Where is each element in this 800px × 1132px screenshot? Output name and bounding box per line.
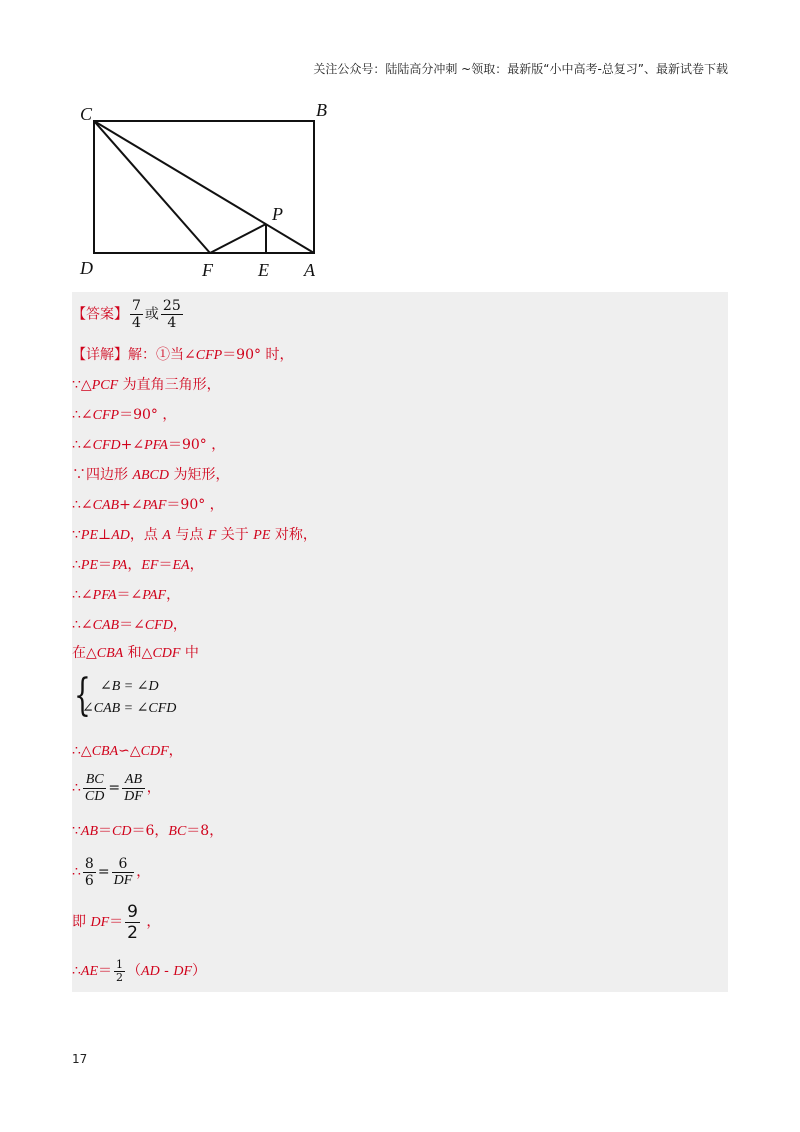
step-9: ∴∠PFA＝∠PAF，	[72, 587, 181, 603]
step-5: ∵四边形 ABCD 为矩形，	[72, 467, 230, 483]
step-10: ∴∠CAB＝∠CFD，	[72, 617, 187, 633]
fraction-9-2: $\frac{9}{2}$	[127, 901, 138, 943]
fraction-8-6: $\frac{8}{6}$	[84, 855, 94, 889]
system-row-2: ∠CAB = ∠CFD	[82, 701, 177, 716]
fraction-1-2: $\frac{1}{2}$	[116, 957, 124, 984]
label-e: E	[258, 260, 269, 280]
step-7: ∵PE⊥AD，点 A 与点 F 关于 PE 对称，	[72, 527, 317, 543]
curly-brace-icon: {	[74, 670, 91, 721]
solution-box	[72, 292, 728, 992]
label-d: D	[80, 258, 93, 278]
step-2: ∵△PCF 为直角三角形，	[72, 377, 221, 393]
geometry-figure	[72, 96, 342, 286]
step-1: 【详解】解：①当∠CFP＝90° 时，	[72, 347, 294, 363]
step-14: ∵AB＝CD＝6，BC＝8，	[72, 823, 224, 839]
step-12: ∴△CBA∽△CDF，	[72, 743, 183, 759]
fraction-bc-cd: $\frac{BC}{CD}$	[84, 771, 105, 804]
step-8: ∴PE＝PA，EF＝EA，	[72, 557, 204, 573]
answer-line: 【答案】 $\frac{7}{4}$ 或 $\frac{25}{4}$	[72, 298, 181, 331]
equation-system	[72, 670, 212, 721]
step-13: ∴ $\frac{BC}{CD}$ = $\frac{AB}{DF}$ ，	[72, 771, 161, 804]
step-3: ∴∠CFP＝90° ，	[72, 407, 177, 423]
step-6: ∴∠CAB+∠PAF＝90° ，	[72, 497, 224, 513]
rectangle-diagram	[72, 96, 342, 286]
label-p: P	[272, 204, 283, 224]
segment-cf	[94, 121, 210, 253]
fraction-6-df: $\frac{6}{DF}$	[113, 855, 133, 888]
step-11: 在△CBA 和△CDF 中	[72, 645, 199, 661]
fraction-ab-df: $\frac{AB}{DF}$	[124, 771, 143, 804]
label-b: B	[316, 100, 327, 120]
system-row-1: ∠B = ∠D	[100, 679, 159, 694]
label-a: A	[304, 260, 315, 280]
label-f: F	[202, 260, 213, 280]
answer-fraction-2: $\frac{25}{4}$	[162, 298, 181, 331]
segment-ca	[94, 121, 314, 253]
step-17: ∴AE＝ $\frac{1}{2}$ （AD - DF）	[72, 957, 207, 984]
answer-tag: 【答案】	[72, 306, 128, 323]
step-4: ∴∠CFD+∠PFA＝90° ，	[72, 437, 226, 453]
step-16: 即 DF＝ $\frac{9}{2}$ ，	[72, 901, 161, 943]
segment-fp	[210, 224, 266, 253]
step-15: ∴ $\frac{8}{6}$ = $\frac{6}{DF}$ ，	[72, 855, 151, 889]
page-number: 17	[72, 1052, 88, 1066]
answer-fraction-1: $\frac{7}{4}$	[132, 298, 141, 331]
page-header: 关注公众号：陆陆高分冲刺 ~领取：最新版“小中高考-总复习”、最新试卷下载	[313, 62, 728, 76]
label-c: C	[80, 104, 93, 124]
